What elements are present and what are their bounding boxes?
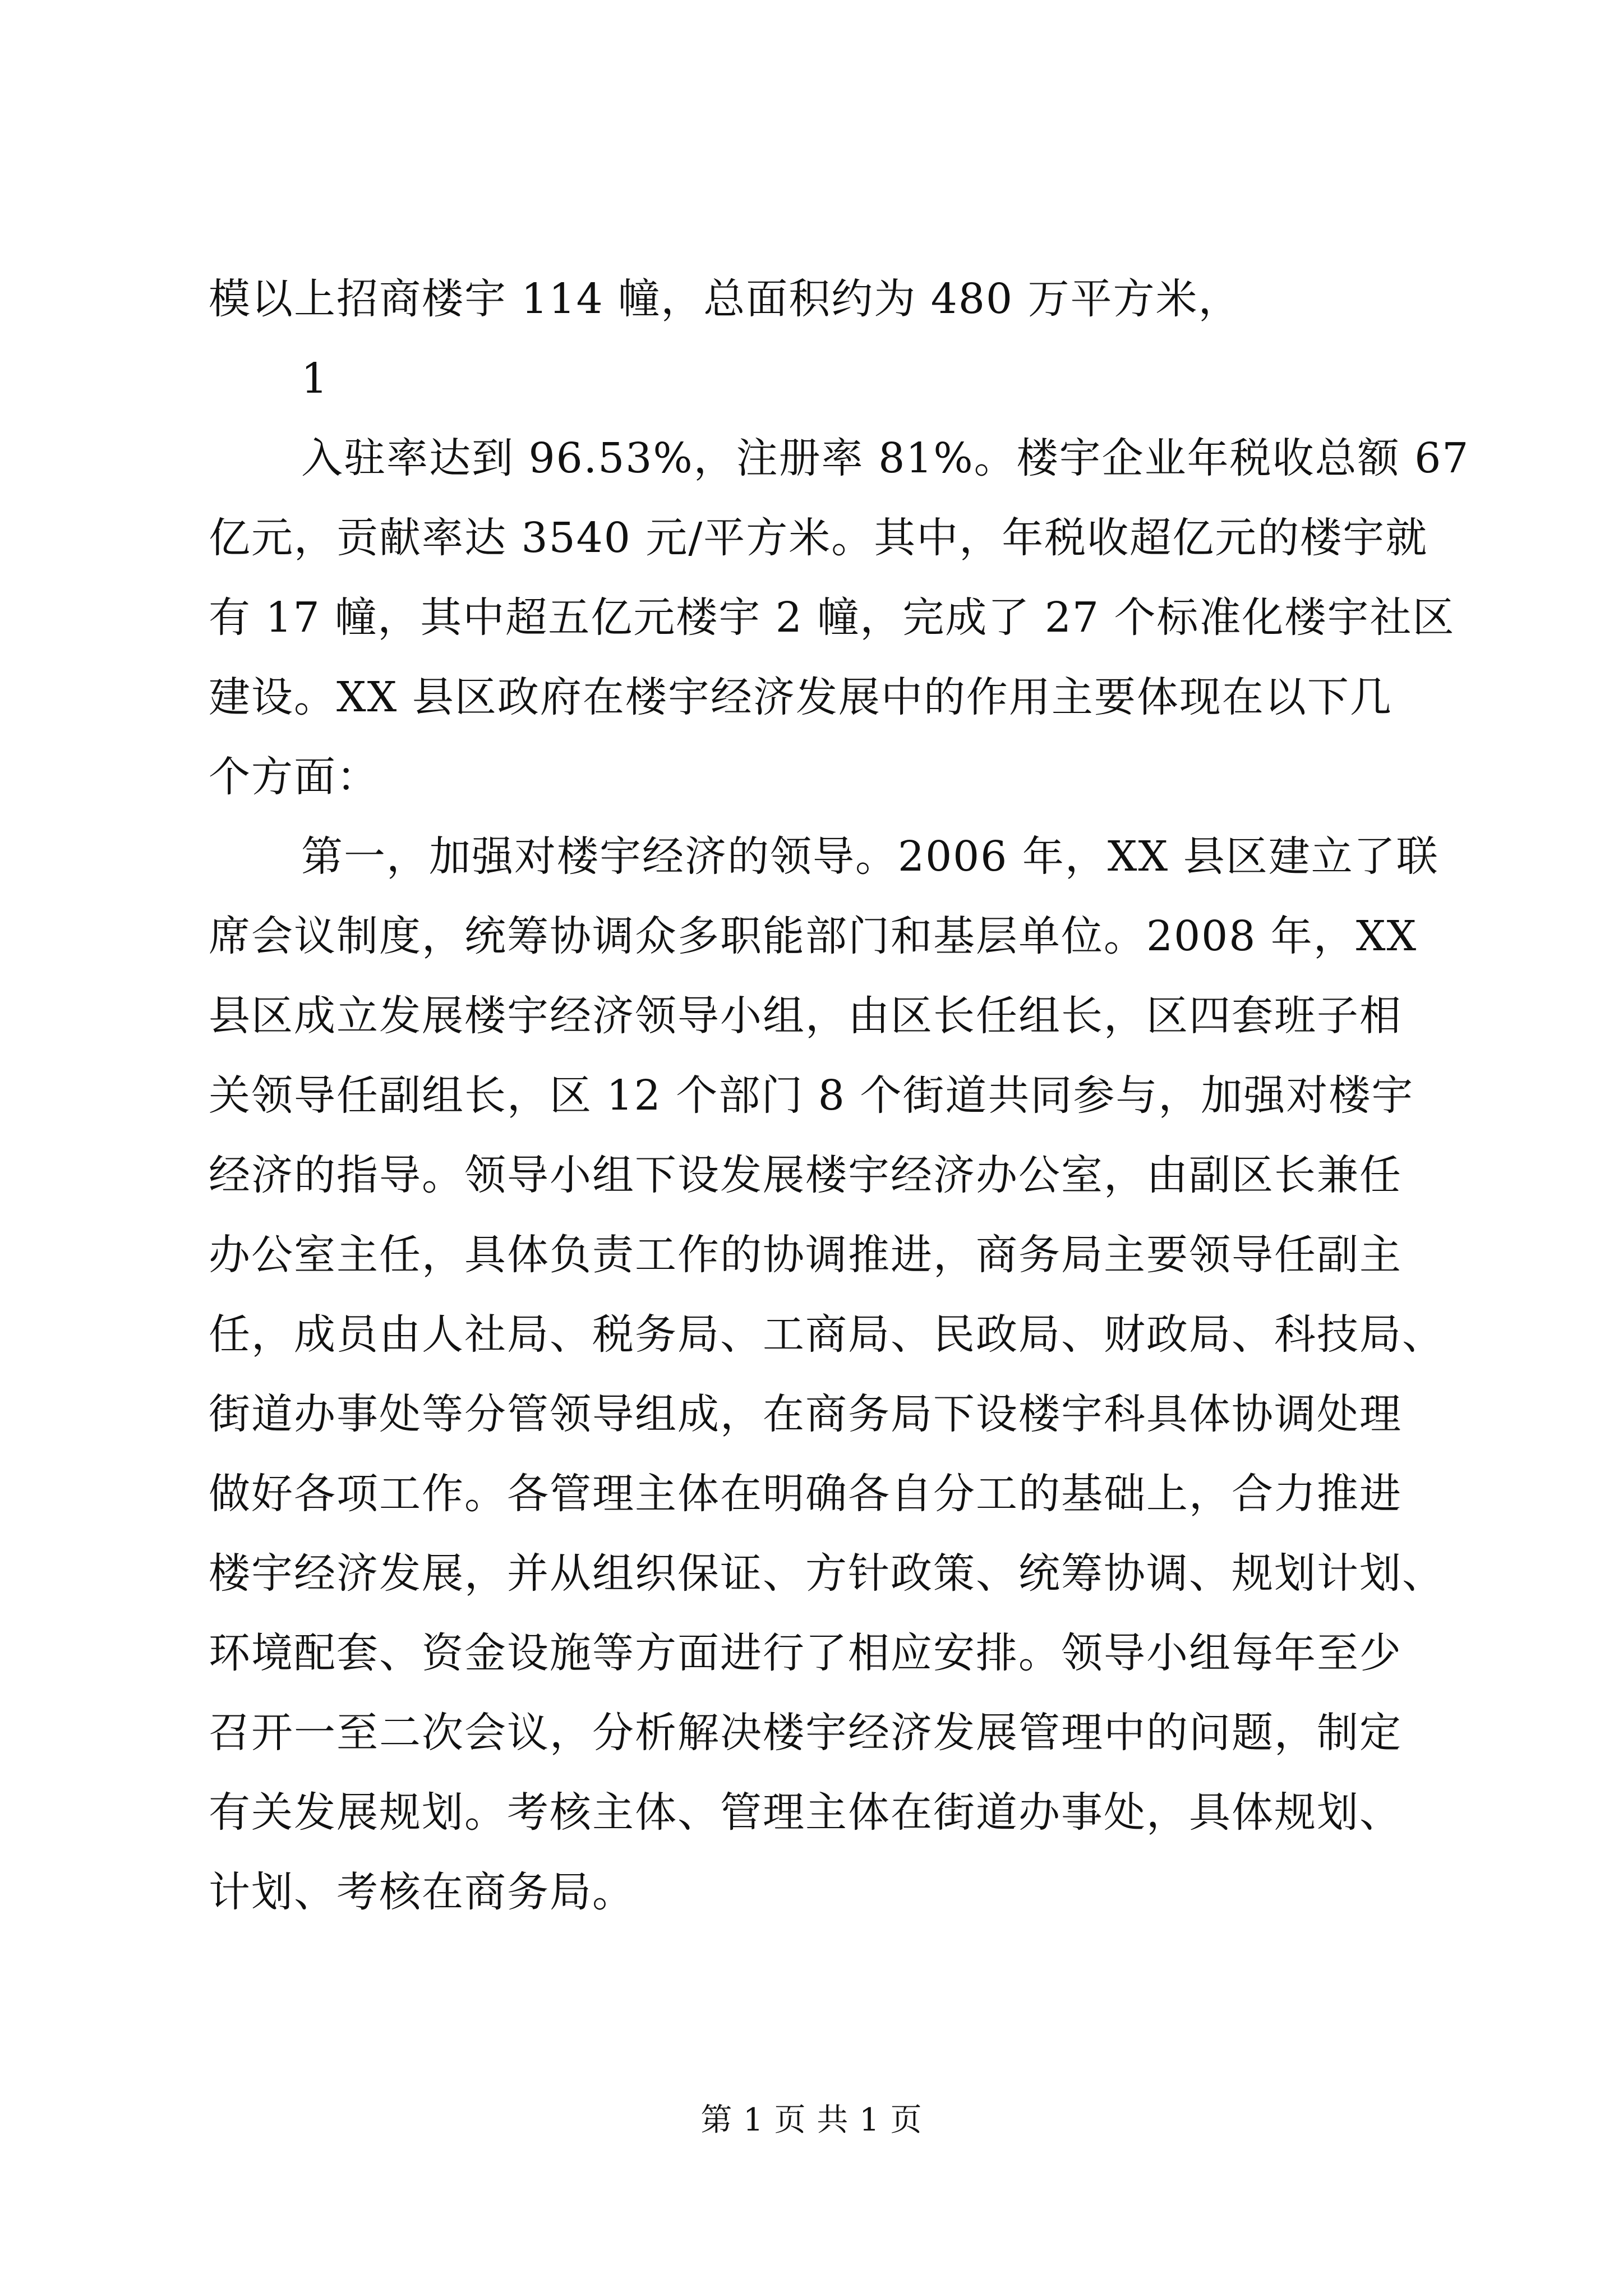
paragraph-2-line-8: 街道办事处等分管领导组成，在商务局下设楼宇科具体协调处理 xyxy=(209,1390,1402,1438)
paragraph-2-line-11: 环境配套、资金设施等方面进行了相应安排。领导小组每年至少 xyxy=(209,1629,1402,1677)
paragraph-1-line-2: 亿元，贡献率达 3540 元/平方米。其中，年税收超亿元的楼宇就 xyxy=(209,514,1428,562)
paragraph-1-line-5: 个方面： xyxy=(209,753,379,801)
paragraph-2-line-6: 办公室主任，具体负责工作的协调推进，商务局主要领导任副主 xyxy=(209,1231,1402,1279)
paragraph-2-line-1: 第一，加强对楼宇经济的领导。2006 年，XX 县区建立了联 xyxy=(301,832,1439,881)
page-number-label: 第 1 页 共 1 页 xyxy=(700,2102,923,2138)
paragraph-2-line-13: 有关发展规划。考核主体、管理主体在街道办事处，具体规划、 xyxy=(209,1788,1402,1837)
paragraph-2-line-5: 经济的指导。领导小组下设发展楼宇经济办公室，由副区长兼任 xyxy=(209,1151,1402,1199)
paragraph-2-line-14: 计划、考核在商务局。 xyxy=(209,1868,635,1916)
paragraph-2-line-3: 县区成立发展楼宇经济领导小组，由区长任组长，区四套班子相 xyxy=(209,992,1402,1040)
paragraph-2-line-4: 关领导任副组长，区 12 个部门 8 个街道共同参与，加强对楼宇 xyxy=(209,1071,1414,1120)
paragraph-2-line-2: 席会议制度，统筹协调众多职能部门和基层单位。2008 年，XX xyxy=(209,912,1418,960)
inline-page-number: 1 xyxy=(301,355,329,403)
paragraph-1-line-1: 入驻率达到 96.53%，注册率 81%。楼宇企业年税收总额 67 xyxy=(301,434,1470,482)
paragraph-1-line-3: 有 17 幢，其中超五亿元楼宇 2 幢，完成了 27 个标准化楼宇社区 xyxy=(209,593,1455,642)
paragraph-2-line-10: 楼宇经济发展，并从组织保证、方针政策、统筹协调、规划计划、 xyxy=(209,1549,1445,1598)
paragraph-1-line-4: 建设。XX 县区政府在楼宇经济发展中的作用主要体现在以下几 xyxy=(209,673,1393,721)
body-line-1: 模以上招商楼宇 114 幢，总面积约为 480 万平方米， xyxy=(209,275,1241,323)
paragraph-2-line-7: 任，成员由人社局、税务局、工商局、民政局、财政局、科技局、 xyxy=(209,1310,1445,1359)
paragraph-2-line-12: 召开一至二次会议，分析解决楼宇经济发展管理中的问题，制定 xyxy=(209,1709,1402,1757)
page-footer xyxy=(0,2098,1623,2143)
document-body xyxy=(209,259,1470,1932)
paragraph-2-line-9: 做好各项工作。各管理主体在明确各自分工的基础上，合力推进 xyxy=(209,1470,1402,1518)
